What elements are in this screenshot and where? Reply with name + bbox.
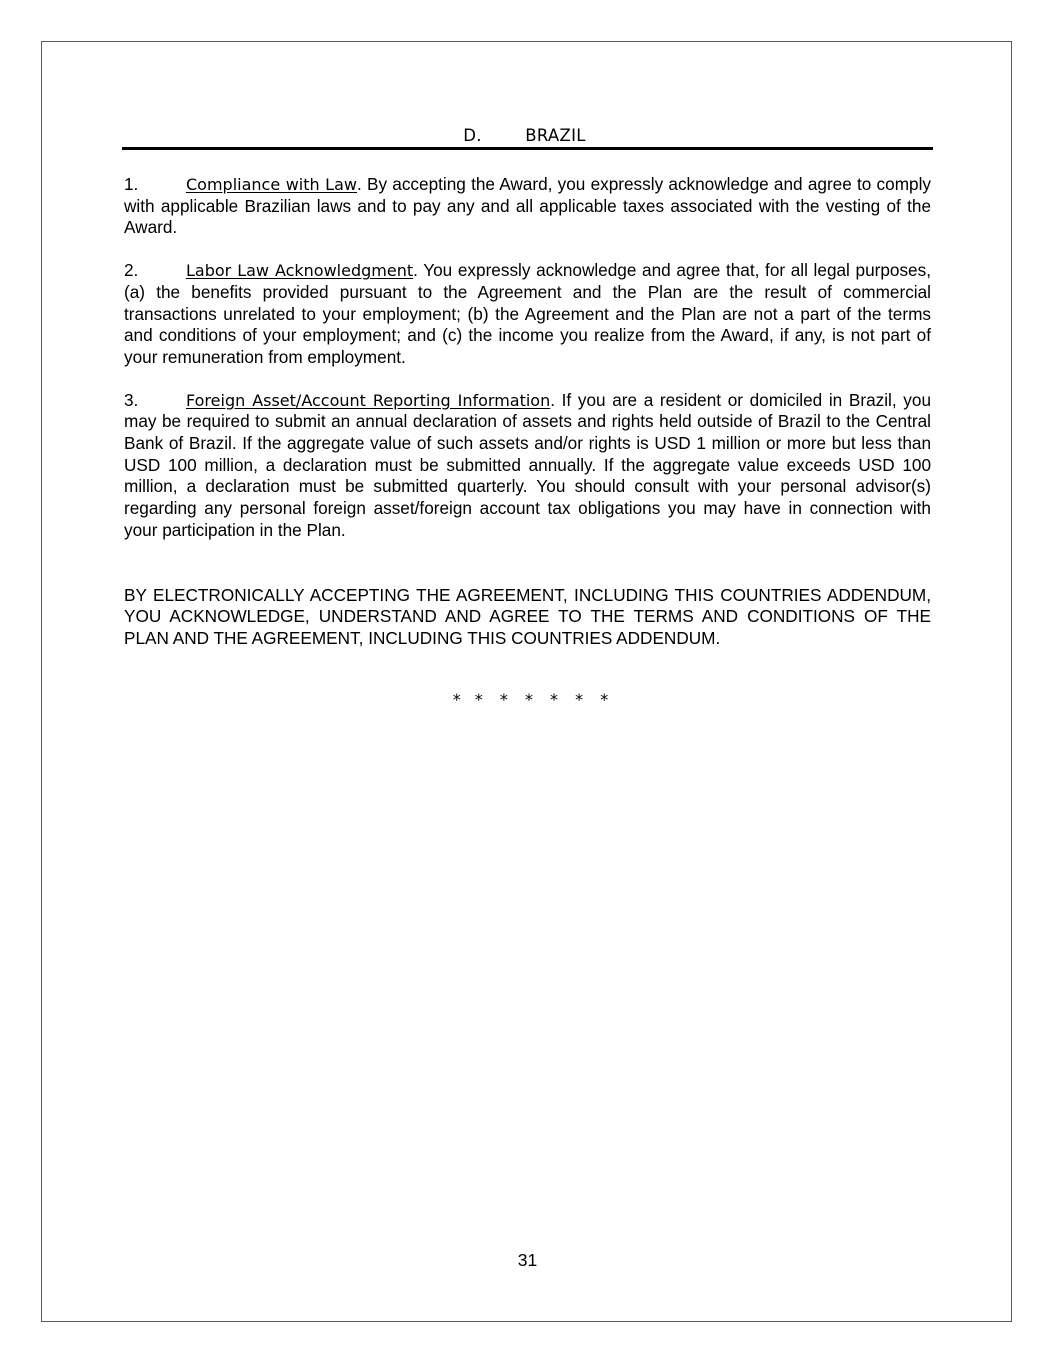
paragraph-title: Foreign Asset/Account Reporting Information [186, 390, 551, 410]
paragraph-text: . If you are a resident or domiciled in Brazil, you may be required to submit an annual declaration of assets and rights held outside of Brazil to the Central Bank of Brazil. If the aggregate value of such assets and/or rights is USD 1 million or more but less than USD 100 million, a declaration must be submitted annually. If the aggregate value exceeds USD 100 million, a declaration must be submitted quarterly. You should consult with your personal advisor(s) regarding any personal foreign asset/foreign account tax obligations you may have in connection with your participation in the Plan. [124, 389, 931, 540]
separator-asterisks-rest: * * * * * * [474, 689, 615, 709]
section-heading [122, 124, 933, 150]
paragraph-compliance-with-law [124, 174, 931, 239]
paragraph-number: 3. [124, 389, 139, 410]
paragraph-title: Labor Law Acknowledgment [186, 261, 414, 281]
separator-first-asterisk: * [452, 689, 467, 709]
paragraph-text: . By accepting the Award, you expressly acknowledge and agree to comply with applicable Brazilian laws and to pay any and all applicable taxes associated with the vesting of the Award. [124, 174, 932, 238]
page-number: 31 [517, 1250, 538, 1270]
paragraph-number: 1. [124, 174, 139, 194]
paragraph-number: 2. [124, 260, 139, 281]
document-body [124, 124, 931, 709]
paragraph-text: . You expressly acknowledge and agree that, for all legal purposes, (a) the benefits provided pursuant to the Agreement and the Plan are the result of commercial transactions unrelated to your employment; (b) the Agreement and the Plan are not a part of the terms and conditions of your employment; and (c) the income you realize from the Award, if any, is not part of your remuneration from employment. [124, 260, 931, 367]
section-letter: D. [463, 126, 482, 145]
closing-acknowledgment: BY ELECTRONICALLY ACCEPTING THE AGREEMENT, INCLUDING THIS COUNTRIES ADDENDUM, YOU ACKNOWLEDGE, UNDERSTAND AND AGREE TO THE TERMS AND CONDITIONS OF THE PLAN AND THE AGREEMENT, INCLUDING THIS COUNTRIES ADDENDUM. [124, 584, 931, 648]
paragraph-title: Compliance with Law [186, 175, 357, 194]
paragraph-labor-law-acknowledgment [124, 260, 931, 369]
separator-asterisks [124, 690, 931, 709]
paragraph-foreign-asset-reporting [124, 390, 931, 542]
section-title: BRAZIL [525, 126, 586, 145]
